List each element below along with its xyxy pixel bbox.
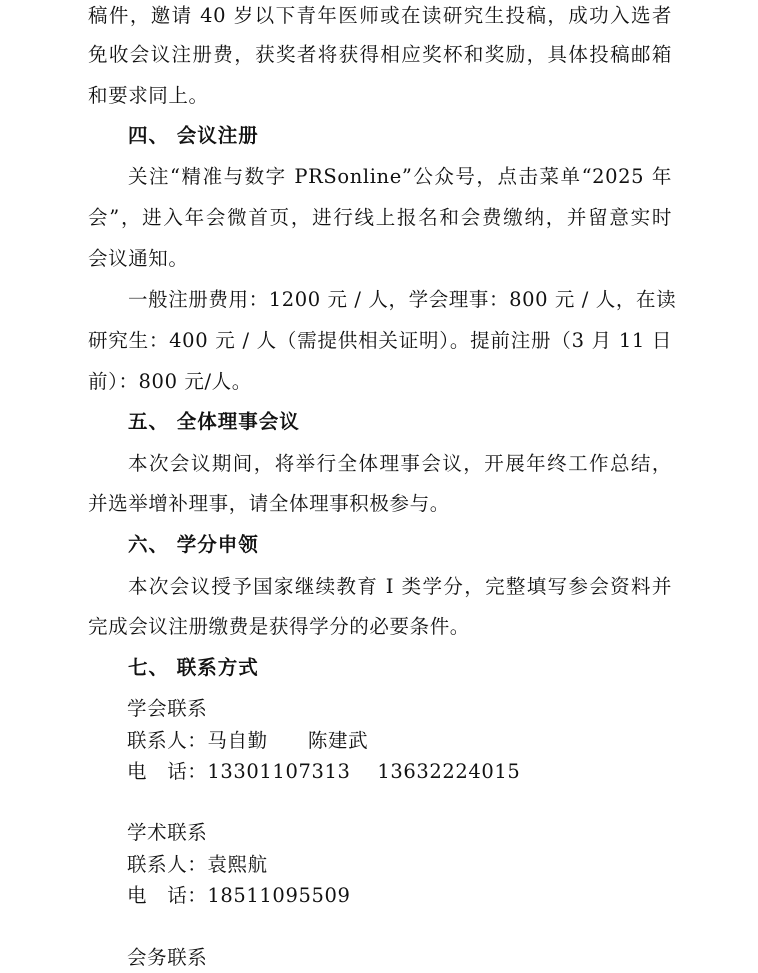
section-heading-contact: 七、 联系方式: [128, 656, 259, 679]
contact-person-line: 联系人：袁熙航: [127, 853, 268, 876]
paragraph-line: 和要求同上。: [88, 84, 209, 107]
paragraph-line: 会”，进入年会微首页，进行线上报名和会费缴纳，并留意实时: [88, 206, 672, 229]
section-heading-registration: 四、 会议注册: [128, 124, 259, 147]
paragraph-line: 稿件，邀请 40 岁以下青年医师或在读研究生投稿，成功入选者: [88, 4, 672, 27]
paragraph-line: 前）：800 元/人。: [88, 370, 252, 393]
contact-group-title-affairs: 会务联系: [127, 946, 208, 969]
paragraph-line: 会议通知。: [88, 247, 189, 270]
contact-phone-line: 电 话：18511095509: [127, 884, 351, 907]
contact-person-line: 联系人：马自勤 陈建武: [127, 729, 369, 752]
paragraph-line: 并选举增补理事，请全体理事积极参与。: [88, 492, 450, 515]
section-heading-credits: 六、 学分申领: [128, 533, 259, 556]
paragraph-line: 关注“精准与数字 PRSonline”公众号，点击菜单“2025 年: [128, 165, 672, 188]
paragraph-line: 研究生：400 元 / 人（需提供相关证明）。提前注册（3 月 11 日: [88, 329, 672, 352]
contact-group-title-academic: 学术联系: [127, 821, 208, 844]
contact-phone-line: 电 话：13301107313 13632224015: [127, 760, 521, 783]
paragraph-line: 本次会议授予国家继续教育 I 类学分，完整填写参会资料并: [128, 575, 672, 598]
paragraph-line: 完成会议注册缴费是获得学分的必要条件。: [88, 615, 470, 638]
paragraph-line: 一般注册费用：1200 元 / 人，学会理事：800 元 / 人，在读: [128, 288, 677, 311]
paragraph-line: 本次会议期间，将举行全体理事会议，开展年终工作总结，: [128, 452, 672, 475]
contact-group-title-society: 学会联系: [127, 697, 208, 720]
section-heading-council-meeting: 五、 全体理事会议: [128, 410, 300, 433]
paragraph-line: 免收会议注册费，获奖者将获得相应奖杯和奖励，具体投稿邮箱: [88, 43, 672, 66]
